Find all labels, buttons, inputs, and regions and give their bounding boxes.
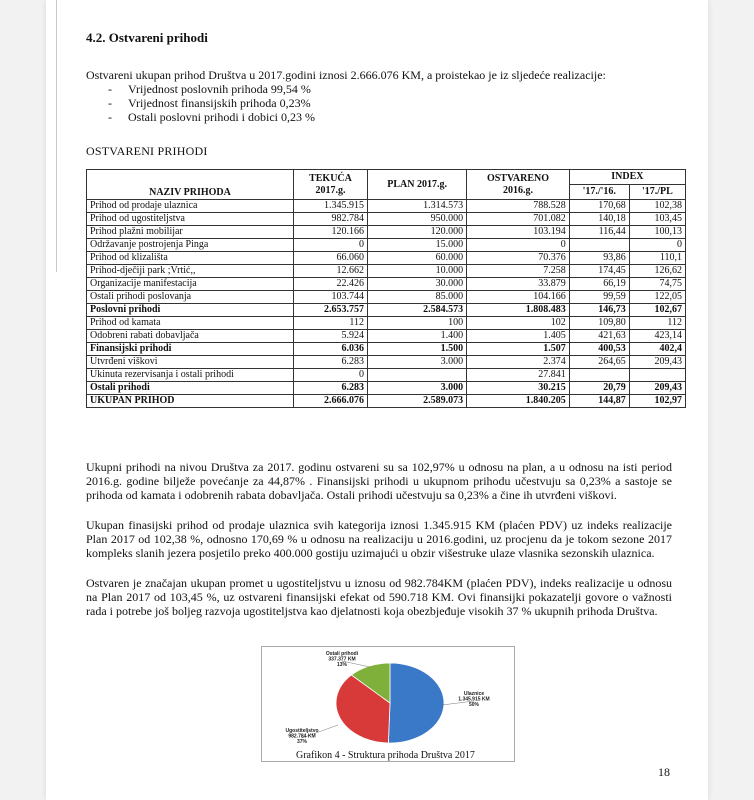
intro-text: Ostvareni ukupan prihod Društva u 2017.godini iznosi 2.666.076 KM, a proistekao je iz sljedeće realizacije:: [86, 68, 606, 82]
revenue-table: [86, 169, 686, 408]
row-idx2-cell: 102,97: [629, 395, 685, 408]
table-row: [87, 395, 686, 408]
row-name-cell: UKUPAN PRIHOD: [87, 395, 294, 408]
pie-label: 982.784 KM: [288, 733, 316, 740]
row-plan-cell: 85.000: [368, 291, 467, 304]
row-ostvareno-cell: 7.258: [467, 265, 570, 278]
header-tekuca: [294, 170, 368, 200]
table-row: [87, 382, 686, 395]
header-idx1-label: '17./'16.: [582, 186, 616, 197]
row-plan-cell: 950.000: [368, 213, 467, 226]
row-ostvareno-cell: 102: [467, 317, 570, 330]
paragraph-2: Ukupan finasijski prihod od prodaje ulaznica svih kategorija iznosi 1.345.915 KM (plaćen PDV) uz indeks realizacije Plan 2017 od 102,38 %, odnosno 170,69 % u odnosu na realizaciju u 2016.godini, uz procjenu da je tokom sezone 2017 kompleks slanih jezera posjetilo preko 400.000 gostiju uzimajući u obzir višestruke ulaze vlasnika sezonskih ulaznica.: [86, 518, 672, 560]
row-idx2-cell: 209,43: [629, 356, 685, 369]
bullet-dash: -: [108, 82, 112, 96]
row-idx2-cell: 209,43: [629, 382, 685, 395]
page-number: 18: [658, 765, 670, 779]
section-title: 4.2. Ostvareni prihodi: [86, 30, 208, 45]
header-plan: [368, 170, 467, 200]
table-row: [87, 278, 686, 291]
row-idx1-cell: [569, 369, 629, 382]
row-idx2-cell: [629, 369, 685, 382]
row-tekuca-cell: 0: [294, 369, 368, 382]
table-row: [87, 252, 686, 265]
table-row: [87, 239, 686, 252]
header-tekuca-sub: 2017.g.: [315, 184, 346, 196]
row-idx2-cell: 423,14: [629, 330, 685, 343]
row-tekuca-cell: 22.426: [294, 278, 368, 291]
table-row: [87, 291, 686, 304]
header-name-label: NAZIV PRIHODA: [149, 187, 231, 198]
paragraph-3: Ostvaren je značajan ukupan promet u ugostiteljstvu u iznosu od 982.784KM (plaćen PDV), indeks realizacije u odnosu na Plan 2017 od 103,45 %, uz ostvareni finansijski efekat od 590.718 KM. Ovi finansijki pokazatelji govore o važnosti rada i potrebe još boljeg razvoja ugostiteljstva kao djelatnosti koja obezbjeđuje visokih 37 % ukupnih prihoda Društva.: [86, 576, 672, 618]
pie-label: Ugostiteljstvo: [285, 728, 319, 734]
row-ostvareno-cell: 788.528: [467, 200, 570, 213]
pie-label: Ostali prihodi: [325, 651, 359, 657]
row-idx1-cell: 174,45: [569, 265, 629, 278]
row-idx1-cell: 93,86: [569, 252, 629, 265]
row-idx2-cell: 102,38: [629, 200, 685, 213]
bullet-text: Vrijednost finansijskih prihoda 0,23%: [128, 96, 311, 110]
header-name: [87, 170, 294, 200]
header-index: [569, 170, 685, 185]
row-plan-cell: 30.000: [368, 278, 467, 291]
pie-label: 1.345.915 KM: [458, 696, 490, 703]
row-tekuca-cell: 6.036: [294, 343, 368, 356]
row-ostvareno-cell: 1.840.205: [467, 395, 570, 408]
table-row: [87, 213, 686, 226]
header-ostvareno-sub: 2016.g.: [502, 184, 533, 196]
row-tekuca-cell: 1.345.915: [294, 200, 368, 213]
pie-label: 37%: [296, 739, 308, 745]
table-row: [87, 343, 686, 356]
row-tekuca-cell: 982.784: [294, 213, 368, 226]
row-tekuca-cell: 66.060: [294, 252, 368, 265]
row-name-cell: Utvrđeni viškovi: [87, 356, 294, 369]
table-row: [87, 330, 686, 343]
row-ostvareno-cell: 27.841: [467, 369, 570, 382]
row-name-cell: Prihod od prodaje ulaznica: [87, 200, 294, 213]
pie-chart: [262, 647, 514, 761]
row-idx1-cell: 421,63: [569, 330, 629, 343]
pie-slice-ulaznice: [388, 663, 444, 743]
row-tekuca-cell: 5.924: [294, 330, 368, 343]
row-idx2-cell: 100,13: [629, 226, 685, 239]
row-name-cell: Odobreni rabati dobavljača: [87, 330, 294, 343]
row-name-cell: Održavanje postrojenja Pinga: [87, 239, 294, 252]
pie-label: Ulaznice: [463, 691, 485, 697]
row-idx1-cell: 116,44: [569, 226, 629, 239]
row-ostvareno-cell: 2.374: [467, 356, 570, 369]
row-idx1-cell: [569, 239, 629, 252]
table-title: OSTVARENI PRIHODI: [86, 144, 208, 158]
row-plan-cell: 10.000: [368, 265, 467, 278]
row-idx2-cell: 126,62: [629, 265, 685, 278]
row-idx2-cell: 402,4: [629, 343, 685, 356]
row-plan-cell: 1.314.573: [368, 200, 467, 213]
row-name-cell: Finansijski prihodi: [87, 343, 294, 356]
row-name-cell: Organizacije manifestacija: [87, 278, 294, 291]
row-ostvareno-cell: 1.507: [467, 343, 570, 356]
header-plan-label: PLAN 2017.g.: [387, 178, 447, 190]
bullet-text: Vrijednost poslovnih prihoda 99,54 %: [128, 82, 311, 96]
chart-caption: Grafikon 4 - Struktura prihoda Društva 2017: [296, 750, 475, 761]
bullet-text: Ostali poslovni prihodi i dobici 0,23 %: [128, 110, 315, 124]
row-idx1-cell: 99,59: [569, 291, 629, 304]
table-row: [87, 226, 686, 239]
row-idx2-cell: 112: [629, 317, 685, 330]
row-name-cell: Ostali prihodi: [87, 382, 294, 395]
header-ostvareno-label: OSTVARENO: [486, 172, 550, 184]
row-idx1-cell: 66,19: [569, 278, 629, 291]
row-ostvareno-cell: 103.194: [467, 226, 570, 239]
table-row: [87, 369, 686, 382]
row-name-cell: Poslovni prihodi: [87, 304, 294, 317]
paragraph-1: Ukupni prihodi na nivou Društva za 2017. godinu ostvareni su sa 102,97% u odnosu na plan, a u odnosu na isti period 2016.g. godine bilježe povećanje za 44,87% . Finansijski prihodi u ukupnom prihodu učestvuju sa 0,23% a sastoje se prihoda od kamata i odobrenih rabata dobavljača. Ostali prihodi učestvuju sa 0,23% a čine ih utvrđeni viškovi.: [86, 460, 672, 502]
row-idx1-cell: 146,73: [569, 304, 629, 317]
row-tekuca-cell: 2.653.757: [294, 304, 368, 317]
row-tekuca-cell: 103.744: [294, 291, 368, 304]
table-row: [87, 200, 686, 213]
row-tekuca-cell: 12.662: [294, 265, 368, 278]
pie-chart-frame: [261, 646, 515, 762]
row-ostvareno-cell: 0: [467, 239, 570, 252]
header-idx2: [629, 185, 685, 200]
pie-label: 50%: [468, 702, 480, 708]
table-row: [87, 356, 686, 369]
pie-label: 13%: [336, 662, 348, 668]
row-idx2-cell: 102,67: [629, 304, 685, 317]
row-idx1-cell: 400,53: [569, 343, 629, 356]
bullet-dash: -: [108, 96, 112, 110]
header-idx2-label: '17./PL: [641, 186, 673, 197]
row-idx1-cell: 170,68: [569, 200, 629, 213]
row-name-cell: Prihod od klizališta: [87, 252, 294, 265]
row-name-cell: Prihod od ugostiteljstva: [87, 213, 294, 226]
table-row: [87, 304, 686, 317]
row-name-cell: Ostali prihodi poslovanja: [87, 291, 294, 304]
row-idx2-cell: 110,1: [629, 252, 685, 265]
row-plan-cell: 1.500: [368, 343, 467, 356]
bullet-dash: -: [108, 110, 112, 124]
row-tekuca-cell: 6.283: [294, 382, 368, 395]
row-tekuca-cell: 112: [294, 317, 368, 330]
row-name-cell: Prihod od kamata: [87, 317, 294, 330]
row-plan-cell: 2.584.573: [368, 304, 467, 317]
row-idx2-cell: 103,45: [629, 213, 685, 226]
row-idx1-cell: 140,18: [569, 213, 629, 226]
row-idx2-cell: 0: [629, 239, 685, 252]
row-idx1-cell: 109,80: [569, 317, 629, 330]
row-plan-cell: 2.589.073: [368, 395, 467, 408]
row-tekuca-cell: 0: [294, 239, 368, 252]
table-row: [87, 317, 686, 330]
page-edge-line: [46, 0, 57, 272]
row-plan-cell: 1.400: [368, 330, 467, 343]
bullet-list: [108, 82, 315, 124]
row-name-cell: Prihod-dječiji park ;Vrtić,,: [87, 265, 294, 278]
header-idx1: [569, 185, 629, 200]
row-ostvareno-cell: 104.166: [467, 291, 570, 304]
row-ostvareno-cell: 701.082: [467, 213, 570, 226]
row-idx1-cell: 144,87: [569, 395, 629, 408]
row-plan-cell: 15.000: [368, 239, 467, 252]
pie-label: 337.377 KM: [328, 656, 356, 663]
row-tekuca-cell: 120.166: [294, 226, 368, 239]
header-ostvareno: [467, 170, 570, 200]
header-index-label: INDEX: [611, 171, 644, 182]
row-plan-cell: 3.000: [368, 356, 467, 369]
list-item: [108, 96, 315, 110]
row-plan-cell: 100: [368, 317, 467, 330]
row-name-cell: Prihod plažni mobilijar: [87, 226, 294, 239]
row-tekuca-cell: 2.666.076: [294, 395, 368, 408]
row-plan-cell: [368, 369, 467, 382]
row-tekuca-cell: 6.283: [294, 356, 368, 369]
row-ostvareno-cell: 1.808.483: [467, 304, 570, 317]
row-idx2-cell: 74,75: [629, 278, 685, 291]
row-ostvareno-cell: 33.879: [467, 278, 570, 291]
document-page: [46, 0, 708, 800]
row-ostvareno-cell: 30.215: [467, 382, 570, 395]
row-ostvareno-cell: 70.376: [467, 252, 570, 265]
row-ostvareno-cell: 1.405: [467, 330, 570, 343]
list-item: [108, 82, 315, 96]
header-tekuca-label: TEKUĆA: [309, 172, 352, 184]
row-name-cell: Ukinuta rezervisanja i ostali prihodi: [87, 369, 294, 382]
row-plan-cell: 3.000: [368, 382, 467, 395]
row-plan-cell: 120.000: [368, 226, 467, 239]
list-item: [108, 110, 315, 124]
row-idx1-cell: 264,65: [569, 356, 629, 369]
table-row: [87, 265, 686, 278]
row-idx1-cell: 20,79: [569, 382, 629, 395]
row-idx2-cell: 122,05: [629, 291, 685, 304]
row-plan-cell: 60.000: [368, 252, 467, 265]
